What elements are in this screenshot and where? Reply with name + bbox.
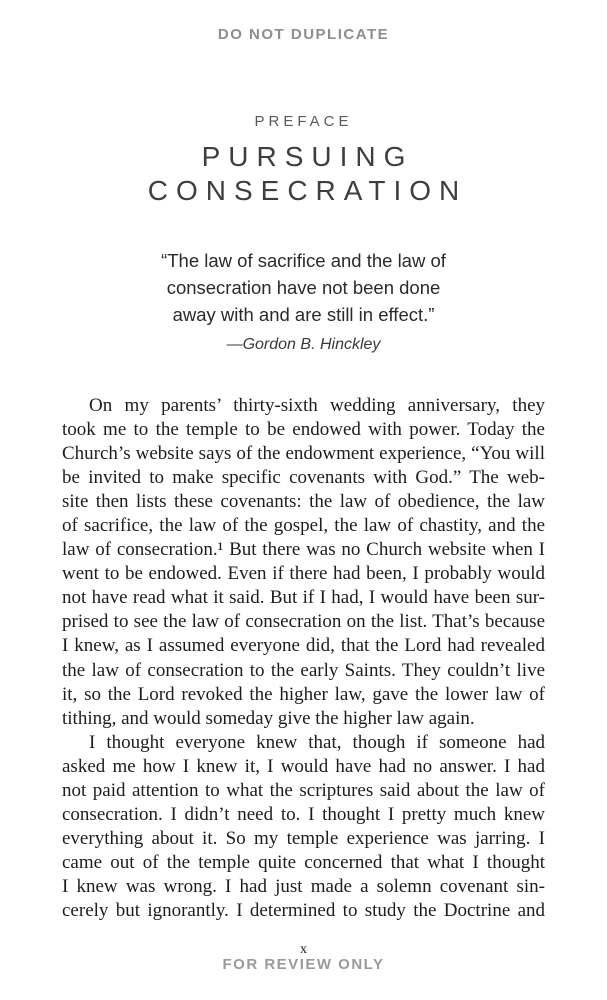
epigraph-quote bbox=[63, 247, 544, 358]
body-line: came out of the temple quite concerned that what I thought bbox=[62, 851, 545, 873]
body-line: Church’s website says of the endowment experience, “You will bbox=[62, 443, 545, 465]
body-line: law of consecration.¹ But there was no Church website when I bbox=[62, 539, 545, 561]
bottom-watermark: FOR REVIEW ONLY bbox=[222, 956, 385, 973]
body-line: site then lists these covenants: the law of obedience, the law bbox=[62, 491, 545, 513]
epigraph-line-2: consecration have not been done bbox=[166, 277, 441, 298]
chapter-title-line-2: CONSECRATION bbox=[147, 175, 468, 206]
body-line: On my parents’ thirty-sixth wedding anniversary, they bbox=[89, 395, 545, 416]
body-line: tithing, and would someday give the higher law again. bbox=[62, 707, 475, 729]
body-line: I knew was wrong. I had just made a solemn covenant sin- bbox=[62, 875, 545, 897]
epigraph-attribution: —Gordon B. Hinckley bbox=[226, 336, 381, 353]
body-line: cerely but ignorantly. I determined to study the Doctrine and bbox=[62, 899, 545, 921]
body-line: of sacrifice, the law of the gospel, the law of chastity, and the bbox=[62, 515, 545, 537]
body-line: I thought everyone knew that, though if someone had bbox=[89, 731, 545, 753]
body-line: consecration. I didn’t need to. I thought I pretty much knew bbox=[62, 803, 545, 825]
body-line: everything about it. So my temple experience was jarring. I bbox=[62, 827, 545, 849]
page-number: x bbox=[300, 942, 307, 957]
preface-kicker: PREFACE bbox=[254, 113, 353, 130]
body-line: it, so the Lord revoked the higher law, gave the lower law of bbox=[62, 683, 545, 705]
body-line: not paid attention to what the scriptures said about the law of bbox=[62, 779, 545, 801]
body-line: the law of consecration to the early Saints. They couldn’t live bbox=[62, 659, 545, 681]
top-watermark: DO NOT DUPLICATE bbox=[217, 26, 390, 43]
body-line: not have read what it said. But if I had, I would have been sur- bbox=[62, 587, 545, 609]
body-line: prised to see the law of consecration on the list. That’s because bbox=[62, 611, 545, 633]
epigraph-line-3: away with and are still in effect.” bbox=[172, 304, 435, 325]
body-text bbox=[62, 394, 545, 923]
chapter-title-line-1: PURSUING bbox=[201, 141, 414, 172]
body-line: asked me how I knew it, I would have had no answer. I had bbox=[62, 755, 545, 777]
chapter-title bbox=[0, 140, 607, 208]
body-line: be invited to make specific covenants with God.” The web- bbox=[62, 467, 545, 489]
body-line: I knew, as I assumed everyone did, that the Lord had revealed bbox=[62, 635, 545, 657]
body-line: went to be endowed. Even if there had been, I probably would bbox=[62, 563, 545, 585]
epigraph-line-1: “The law of sacrifice and the law of bbox=[161, 250, 446, 271]
body-line: took me to the temple to be endowed with power. Today the bbox=[62, 419, 545, 441]
